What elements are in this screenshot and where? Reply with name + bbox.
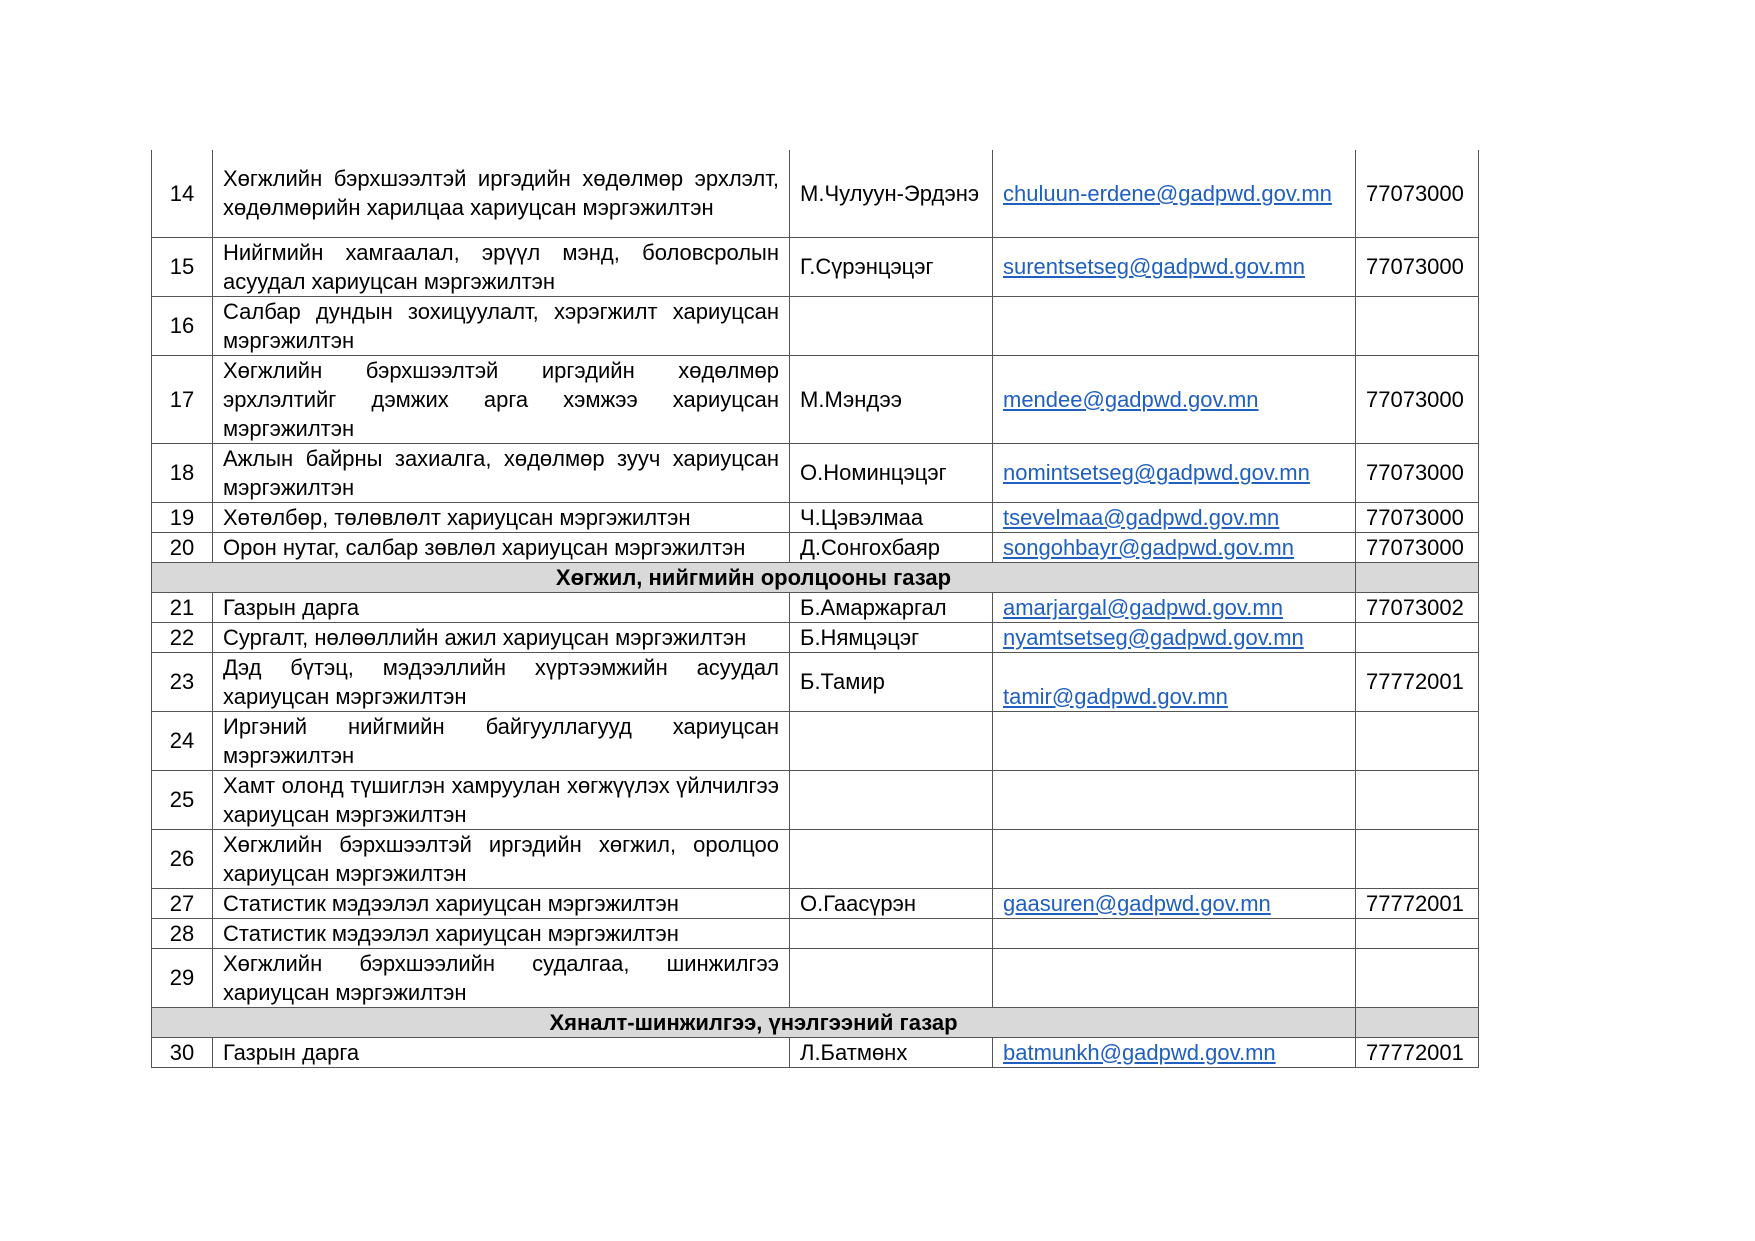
section-empty-cell <box>1356 1007 1479 1037</box>
position-cell: Хөгжлийн бэрхшээлтэй иргэдийн хөдөлмөр эрхлэлтийг дэмжих арга хэмжээ хариуцсан мэргэжилтэн <box>213 355 790 443</box>
email-cell <box>993 355 1356 443</box>
position-cell: Салбар дундын зохицуулалт, хэрэгжилт хариуцсан мэргэжилтэн <box>213 296 790 355</box>
row-number: 30 <box>152 1037 213 1067</box>
position-cell: Газрын дарга <box>213 1037 790 1067</box>
email-cell <box>993 296 1356 355</box>
phone-cell: 77073000 <box>1356 443 1479 502</box>
position-cell: Сургалт, нөлөөллийн ажил хариуцсан мэргэжилтэн <box>213 622 790 652</box>
section-header-row <box>152 1007 1479 1037</box>
email-cell <box>993 237 1356 296</box>
phone-cell <box>1356 948 1479 1007</box>
phone-cell <box>1356 918 1479 948</box>
row-number: 14 <box>152 150 213 237</box>
row-number: 25 <box>152 770 213 829</box>
table-row <box>152 592 1479 622</box>
table-row <box>152 918 1479 948</box>
name-cell <box>790 829 993 888</box>
email-link[interactable]: amarjargal@gadpwd.gov.mn <box>1003 594 1283 620</box>
name-cell: Б.Тамир <box>790 652 993 711</box>
phone-cell: 77073000 <box>1356 532 1479 562</box>
email-cell <box>993 948 1356 1007</box>
email-link[interactable]: batmunkh@gadpwd.gov.mn <box>1003 1039 1276 1065</box>
row-number: 20 <box>152 532 213 562</box>
table-row <box>152 622 1479 652</box>
row-number: 22 <box>152 622 213 652</box>
table-row <box>152 532 1479 562</box>
position-cell: Статистик мэдээлэл хариуцсан мэргэжилтэн <box>213 918 790 948</box>
position-cell: Статистик мэдээлэл хариуцсан мэргэжилтэн <box>213 888 790 918</box>
email-cell <box>993 150 1356 237</box>
email-cell <box>993 770 1356 829</box>
name-cell: М.Чулуун-Эрдэнэ <box>790 150 993 237</box>
phone-cell <box>1356 829 1479 888</box>
phone-cell <box>1356 296 1479 355</box>
section-title: Хөгжил, нийгмийн оролцооны газар <box>152 562 1356 592</box>
table-row <box>152 711 1479 770</box>
position-cell: Хөгжлийн бэрхшээлтэй иргэдийн хөгжил, оролцоо хариуцсан мэргэжилтэн <box>213 829 790 888</box>
row-number: 29 <box>152 948 213 1007</box>
position-cell: Иргэний нийгмийн байгууллагууд хариуцсан мэргэжилтэн <box>213 711 790 770</box>
email-cell <box>993 829 1356 888</box>
email-cell <box>993 622 1356 652</box>
row-number: 16 <box>152 296 213 355</box>
row-number: 19 <box>152 502 213 532</box>
phone-cell <box>1356 770 1479 829</box>
position-cell: Хөгжлийн бэрхшээлтэй иргэдийн хөдөлмөр эрхлэлт, хөдөлмөрийн харилцаа хариуцсан мэргэжилтэн <box>213 150 790 237</box>
phone-cell: 77772001 <box>1356 652 1479 711</box>
table-row <box>152 296 1479 355</box>
position-cell: Орон нутаг, салбар зөвлөл хариуцсан мэргэжилтэн <box>213 532 790 562</box>
table-row <box>152 355 1479 443</box>
section-title: Хяналт-шинжилгээ, үнэлгээний газар <box>152 1007 1356 1037</box>
name-cell: О.Гаасүрэн <box>790 888 993 918</box>
table-row <box>152 150 1479 237</box>
table-row <box>152 652 1479 711</box>
email-link[interactable]: songohbayr@gadpwd.gov.mn <box>1003 534 1294 560</box>
name-cell: Б.Нямцэцэг <box>790 622 993 652</box>
email-link[interactable]: tamir@gadpwd.gov.mn <box>1003 683 1228 709</box>
row-number: 17 <box>152 355 213 443</box>
position-cell: Ажлын байрны захиалга, хөдөлмөр зууч хариуцсан мэргэжилтэн <box>213 443 790 502</box>
row-number: 24 <box>152 711 213 770</box>
phone-cell <box>1356 622 1479 652</box>
phone-cell: 77073002 <box>1356 592 1479 622</box>
email-link[interactable]: gaasuren@gadpwd.gov.mn <box>1003 890 1271 916</box>
row-number: 23 <box>152 652 213 711</box>
email-link[interactable]: tsevelmaa@gadpwd.gov.mn <box>1003 504 1280 530</box>
email-link[interactable]: nomintsetseg@gadpwd.gov.mn <box>1003 460 1310 485</box>
email-cell <box>993 918 1356 948</box>
phone-cell: 77772001 <box>1356 1037 1479 1067</box>
row-number: 21 <box>152 592 213 622</box>
email-cell <box>993 443 1356 502</box>
phone-cell: 77073000 <box>1356 502 1479 532</box>
table-row <box>152 237 1479 296</box>
name-cell: Г.Сүрэнцэцэг <box>790 237 993 296</box>
phone-cell <box>1356 711 1479 770</box>
position-cell: Хөгжлийн бэрхшээлийн судалгаа, шинжилгээ хариуцсан мэргэжилтэн <box>213 948 790 1007</box>
email-cell <box>993 592 1356 622</box>
email-link[interactable]: chuluun-erdene@gadpwd.gov.mn <box>1003 180 1332 206</box>
position-cell: Хөтөлбөр, төлөвлөлт хариуцсан мэргэжилтэн <box>213 502 790 532</box>
phone-cell: 77073000 <box>1356 355 1479 443</box>
email-cell <box>993 502 1356 532</box>
row-number: 15 <box>152 237 213 296</box>
name-cell <box>790 770 993 829</box>
phone-cell: 77772001 <box>1356 888 1479 918</box>
phone-cell: 77073000 <box>1356 237 1479 296</box>
position-cell: Дэд бүтэц, мэдээллийн хүртээмжийн асуудал хариуцсан мэргэжилтэн <box>213 652 790 711</box>
section-header-row <box>152 562 1479 592</box>
email-cell <box>993 711 1356 770</box>
email-cell <box>993 888 1356 918</box>
row-number: 26 <box>152 829 213 888</box>
name-cell: Б.Амаржаргал <box>790 592 993 622</box>
email-cell <box>993 652 1356 711</box>
email-cell <box>993 1037 1356 1067</box>
contact-table <box>151 150 1479 1068</box>
table-row <box>152 770 1479 829</box>
name-cell <box>790 918 993 948</box>
name-cell <box>790 948 993 1007</box>
name-cell: О.Номинцэцэг <box>790 443 993 502</box>
email-link[interactable]: mendee@gadpwd.gov.mn <box>1003 386 1259 412</box>
email-cell <box>993 532 1356 562</box>
table-row <box>152 888 1479 918</box>
email-link[interactable]: surentsetseg@gadpwd.gov.mn <box>1003 254 1305 279</box>
table-row <box>152 948 1479 1007</box>
position-cell: Хамт олонд түшиглэн хамруулан хөгжүүлэх үйлчилгээ хариуцсан мэргэжилтэн <box>213 770 790 829</box>
phone-cell: 77073000 <box>1356 150 1479 237</box>
name-cell: Ч.Цэвэлмаа <box>790 502 993 532</box>
name-cell <box>790 296 993 355</box>
table-row <box>152 829 1479 888</box>
table-row <box>152 502 1479 532</box>
position-cell: Нийгмийн хамгаалал, эрүүл мэнд, боловсролын асуудал хариуцсан мэргэжилтэн <box>213 237 790 296</box>
table-row <box>152 1037 1479 1067</box>
name-cell: М.Мэндээ <box>790 355 993 443</box>
position-cell: Газрын дарга <box>213 592 790 622</box>
row-number: 27 <box>152 888 213 918</box>
name-cell: Д.Сонгохбаяр <box>790 532 993 562</box>
row-number: 18 <box>152 443 213 502</box>
row-number: 28 <box>152 918 213 948</box>
table-row <box>152 443 1479 502</box>
name-cell: Л.Батмөнх <box>790 1037 993 1067</box>
name-cell <box>790 711 993 770</box>
email-link[interactable]: nyamtsetseg@gadpwd.gov.mn <box>1003 624 1304 650</box>
section-empty-cell <box>1356 562 1479 592</box>
